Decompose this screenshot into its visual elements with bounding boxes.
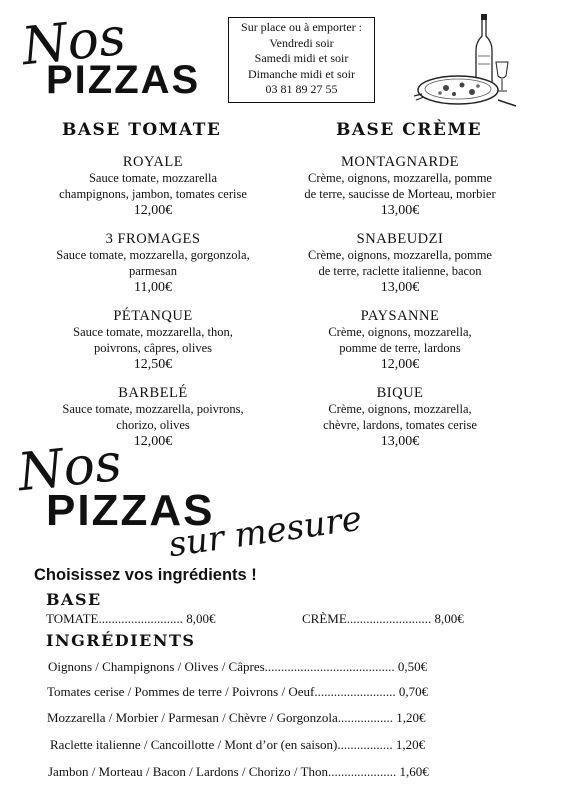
ingredient-row: Mozzarella / Morbier / Parmesan / Chèvre / Gorgonzola................. 1,20€ (47, 710, 426, 725)
pizza-description: champignons, jambon, tomates cerise (59, 187, 247, 201)
pizza-price: 13,00€ (380, 434, 420, 449)
ingredient-row: Oignons / Champignons / Olives / Câpres........................................ 0,50€ (48, 659, 428, 674)
info-line: Vendredi soir (269, 35, 334, 50)
base-option-tomate: TOMATE.......................... 8,00€ (46, 611, 216, 626)
pizza-name: BARBELÉ (118, 385, 188, 401)
pizza-description: Sauce tomate, mozzarella, gorgonzola, (56, 248, 250, 262)
pizza-price: 13,00€ (380, 280, 420, 295)
menu-column-tomate (28, 154, 278, 462)
pizza-name: 3 FROMAGES (105, 231, 201, 247)
ingredient-row: Jambon / Morteau / Bacon / Lardons / Chorizo / Thon..................... 1,60€ (48, 764, 429, 779)
pizza-description: Sauce tomate, mozzarella (88, 171, 218, 185)
menu-item (290, 154, 510, 231)
ingredients-heading: INGRÉDIENTS (46, 631, 196, 650)
section-title-base-creme: BASE CRÈME (336, 120, 483, 140)
pizza-price: 12,00€ (380, 357, 420, 372)
info-line: Dimanche midi et soir (248, 66, 355, 81)
pizza-description: poivrons, câpres, olives (93, 341, 213, 355)
pizza-description: chèvre, lardons, tomates cerise (323, 418, 477, 432)
info-line: Sur place ou à emporter : (241, 20, 362, 34)
pizza-description: Crème, oignons, mozzarella, pomme (308, 248, 492, 262)
pizza-description: Crème, oignons, mozzarella, pomme (308, 171, 492, 185)
pizza-price: 13,00€ (380, 203, 420, 218)
pizza-price: 12,00€ (133, 434, 173, 449)
pizza-name: PÉTANQUE (113, 308, 193, 324)
menu-item (290, 231, 510, 308)
pizza-name: MONTAGNARDE (341, 154, 459, 170)
base-option-creme: CRÈME.......................... 8,00€ (302, 611, 464, 626)
pizza-description: parmesan (129, 264, 177, 278)
pizza-description: pomme de terre, lardons (339, 341, 461, 355)
section-title-base-tomate: BASE TOMATE (62, 120, 222, 140)
pizza-description: de terre, saucisse de Morteau, morbier (304, 187, 496, 201)
pizza-name: PAYSANNE (360, 308, 440, 324)
header-script-nos: Nos (19, 6, 129, 78)
pizza-price: 12,50€ (133, 357, 173, 372)
menu-column-creme (290, 154, 510, 462)
menu-item (28, 154, 278, 231)
custom-script-sur-mesure: sur mesure (166, 498, 365, 566)
pizza-and-bottle-illustration-icon (412, 14, 522, 110)
menu-item (290, 308, 510, 385)
pizza-description: Sauce tomate, mozzarella, thon, (73, 325, 233, 339)
phone-number: 03 81 89 27 55 (265, 82, 338, 96)
pizza-name: BIQUE (376, 385, 424, 401)
custom-script-nos: Nos (15, 432, 125, 504)
pizza-description: Crème, oignons, mozzarella, (328, 402, 472, 416)
ingredient-row: Raclette italienne / Cancoillotte / Mont d’or (en saison)................. 1,20€ (50, 737, 426, 752)
pizza-name: SNABEUDZI (356, 231, 444, 247)
choose-ingredients-heading: Choisissez vos ingrédients ! (34, 566, 257, 584)
header-title-pizzas: PIZZAS (46, 58, 201, 102)
pizza-description: Crème, oignons, mozzarella, (328, 325, 472, 339)
pizza-price: 12,00€ (133, 203, 173, 218)
pizza-price: 11,00€ (134, 280, 172, 295)
opening-hours-box (228, 17, 375, 103)
menu-item (290, 385, 510, 462)
pizza-description: chorizo, olives (116, 418, 190, 432)
pizza-description: de terre, raclette italienne, bacon (318, 264, 482, 278)
info-line: Samedi midi et soir (254, 51, 349, 65)
base-heading: BASE (46, 590, 102, 609)
pizza-description: Sauce tomate, mozzarella, poivrons, (62, 402, 244, 416)
pizza-name: ROYALE (122, 154, 184, 170)
custom-title-pizzas: PIZZAS (46, 486, 215, 535)
ingredient-row: Tomates cerise / Pommes de terre / Poivrons / Oeuf......................... 0,70€ (47, 684, 429, 699)
menu-item (28, 308, 278, 385)
menu-item (28, 231, 278, 308)
